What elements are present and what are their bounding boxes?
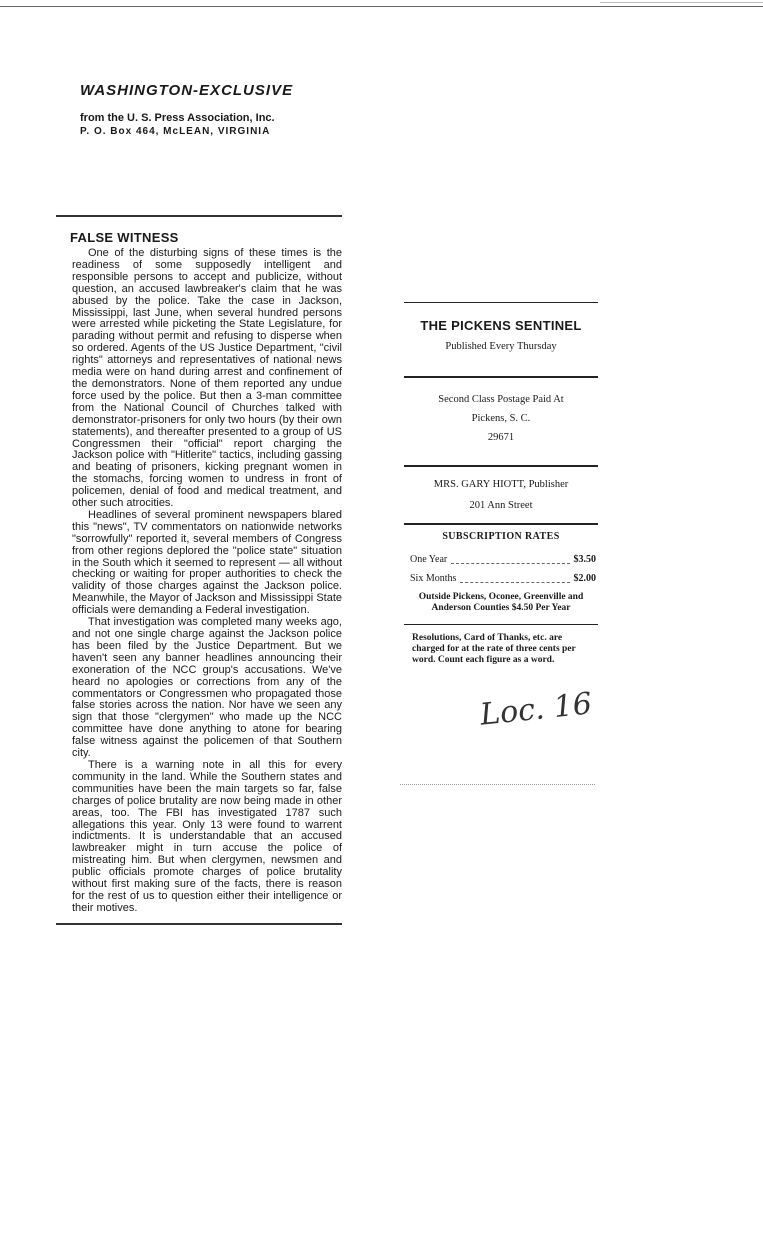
masthead-from-line: from the U. S. Press Association, Inc. [80, 112, 275, 124]
top-edge-rule [0, 6, 763, 7]
article-paragraph: That investigation was completed many weeks ago, and not one single charge against the Jackson police has been filed by the Justice Department. But we haven't seen any banner headlines announcing their exoneration of the NCC group's accusations. We've heard no apologies or corrections from any of the commentators or Congressmen who propagated those false stories across the nation. Nor have we seen any sign that those "clergymen" who made up the NCC committee have done anything to atone for bearing false witness against the policemen of that Southern city. [72, 616, 342, 760]
masthead-brand: WASHINGTON-EXCLUSIVE [80, 82, 294, 99]
sentinel-street: 201 Ann Street [469, 500, 533, 511]
article-title: FALSE WITNESS [70, 230, 179, 245]
rate-row [404, 569, 598, 588]
sentinel-name: THE PICKENS SENTINEL [420, 318, 582, 333]
sentinel-publisher: MRS. GARY HIOTT, Publisher [433, 479, 569, 490]
sentinel-zip: 29671 [487, 432, 515, 443]
article-top-rule [56, 215, 342, 217]
sentinel-postage-line1: Second Class Postage Paid At [438, 394, 564, 405]
rate-label: One Year [410, 554, 448, 565]
outside-counties-rate: Outside Pickens, Oconee, Greenville and Anderson Counties $4.50 Per Year [418, 592, 584, 613]
masthead-address: P. O. Box 464, McLEAN, VIRGINIA [80, 126, 271, 137]
article-column [56, 215, 342, 925]
rate-price: $2.00 [573, 573, 596, 584]
top-edge-rule-faint [600, 2, 763, 3]
article-paragraph: There is a warning note in all this for every community in the land. While the Southern states and communities have been the main targets so far, false charges of police brutality are now being made in other areas, too. The FBI has investigated 1787 such allegations this year. Only 13 were found to warrent indictments. It is understandable that an accused lawbreaker might in turn accuse the police of mistreating him. But when clergymen, newsmen and public officials promote charges of police brutality without first making sure of the facts, there is reason for the rest of us to question either their intelligence or their motives. [72, 758, 342, 914]
article-paragraph: Headlines of several prominent newspapers blared this "news", TV commentators on nationwide networks "sorrowfully" reported it, several members of Congress from other regions deplored the "police state" situation in the South which it seemed to represent — all without checking or waiting for proper authorities to check the validity of those charges against the Jackson police. Meanwhile, the Mayor of Jackson and Mississippi State officials were demanding a Federal investigation. [72, 508, 342, 617]
pickens-sentinel-box [404, 302, 598, 666]
article-paragraph: One of the disturbing signs of these times is the readiness of some supposedly intelligent and responsible persons to accept and publicize, without question, an accused lawbreaker's claim that he was abused by the police. Take the case in Jackson, Mississippi, last June, when several hundred persons were arrested while picketing the State Legislature, for parading without permit and refusing to disperse when so ordered. Agents of the US Justice Department, "civil rights" attorneys and representatives of national news media were on hand during arrest and confinement of the demonstrators. None of them reported any undue force used by the police. But then a 3-man committee from the National Council of Churches talked with demonstrator-prisoners for only two hours (by their own statements), and thereafter presented to a group of US Congressmen their "official" report charging the Jackson police with "Hitlerite" tactics, including gassing and beating of prisoners, kicking pregnant women in the stomachs, forcing women to undress in front of policemen, denial of food and medical treatment, and other such atrocities. [72, 247, 342, 510]
rate-row [404, 550, 598, 569]
sentinel-notice: Resolutions, Card of Thanks, etc. are charged for at the rate of three cents per word. Count each figure as a word. [412, 633, 576, 665]
rate-price: $3.50 [573, 554, 596, 565]
rate-leader [460, 569, 569, 583]
sentinel-published: Published Every Thursday [445, 341, 557, 352]
sentinel-top-rule [404, 302, 598, 303]
sentinel-postage-line2: Pickens, S. C. [471, 413, 531, 424]
article-bottom-rule [56, 923, 342, 925]
rate-leader [451, 550, 569, 564]
sentinel-rule [404, 523, 598, 525]
faint-dotted-rule [400, 784, 595, 786]
subscription-rates-title: SUBSCRIPTION RATES [442, 531, 560, 542]
handwritten-note: Loc. 16 [478, 686, 594, 733]
masthead [80, 82, 400, 139]
rate-label: Six Months [410, 573, 457, 584]
